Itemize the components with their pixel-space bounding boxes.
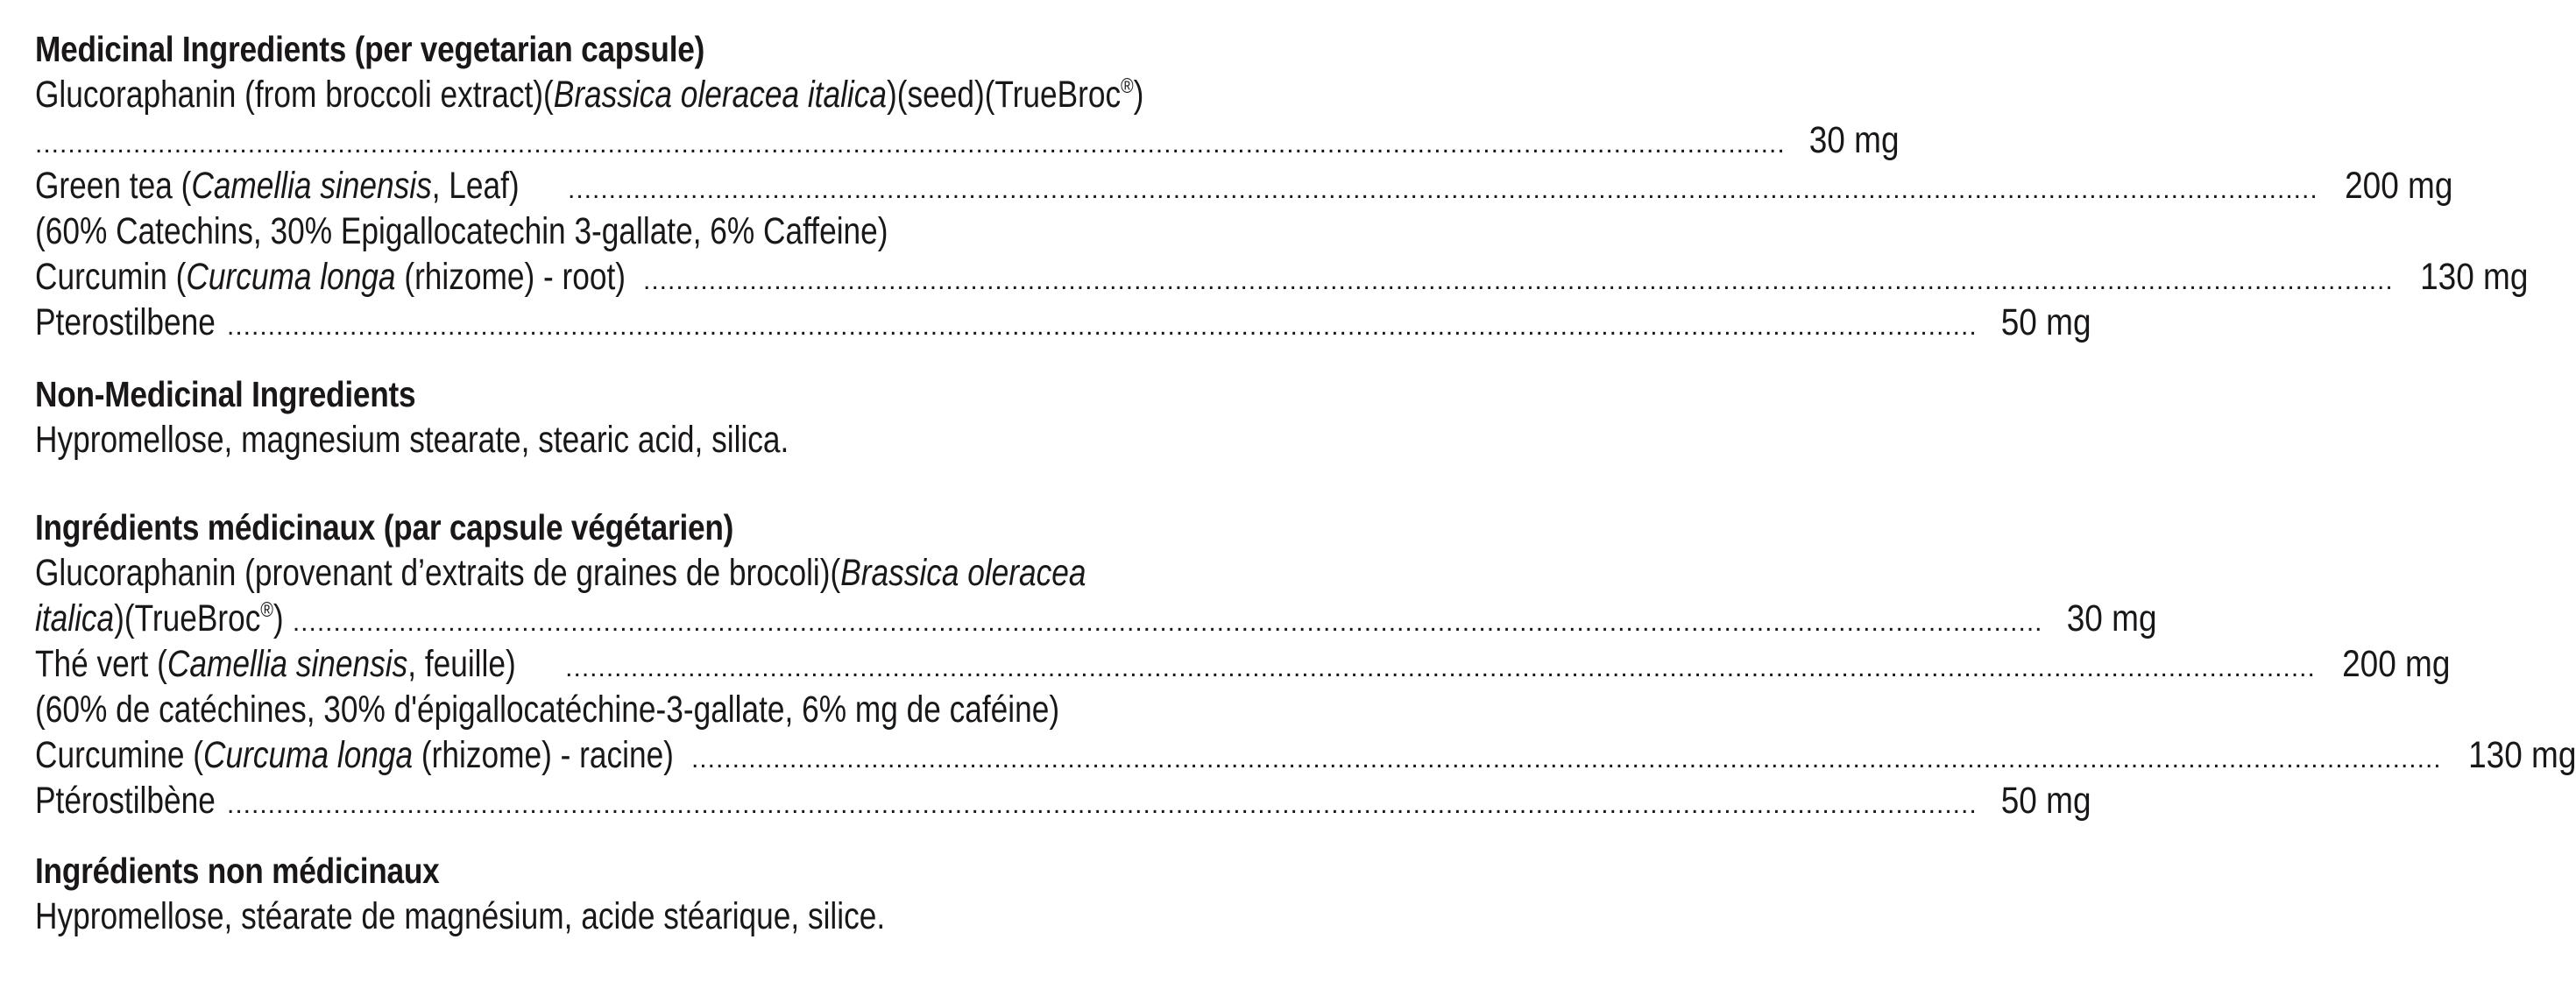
dot-leader: ...................................................................................................................................................................................................................... bbox=[643, 266, 2394, 295]
french-glucoraphanin-close: ) bbox=[272, 597, 284, 639]
english-glucoraphanin-close: ) bbox=[1133, 74, 1144, 116]
french-medicinal-section bbox=[35, 505, 2576, 823]
registered-mark: ® bbox=[260, 598, 273, 622]
french-green-tea-detail: (60% de catéchines, 30% d'épigallocatéchine-3-gallate, 6% mg de caféine) bbox=[35, 689, 1060, 731]
english-green-tea-detail: (60% Catechins, 30% Epigallocatechin 3-gallate, 6% Caffeine) bbox=[35, 210, 888, 252]
french-medicinal-heading: Ingrédients médicinaux (par capsule végétarien) bbox=[35, 507, 734, 547]
french-curcumin-suffix: (rhizome) - racine) bbox=[413, 734, 674, 776]
french-green-tea-amount: 200 mg bbox=[2341, 643, 2451, 685]
french-curcumin-prefix: Curcumine ( bbox=[35, 734, 204, 776]
french-glucoraphanin-latin-cont: italica bbox=[35, 597, 115, 639]
english-curcumin-amount: 130 mg bbox=[2419, 256, 2529, 298]
english-green-tea-row bbox=[35, 163, 2453, 208]
english-non-medicinal-section bbox=[35, 371, 1384, 463]
french-glucoraphanin-suffix: )(TrueBroc bbox=[114, 597, 261, 639]
registered-mark: ® bbox=[1121, 74, 1134, 98]
dot-leader: ...................................................................................................................................................................................................................... bbox=[690, 745, 2442, 774]
dot-leader: ...................................................................................................................................................................................................................... bbox=[567, 175, 2318, 204]
french-non-medicinal-text: Hypromellose, stéarate de magnésium, acide stéarique, silice. bbox=[35, 895, 886, 937]
french-curcumin-amount: 130 mg bbox=[2467, 734, 2576, 776]
french-glucoraphanin-line bbox=[35, 550, 1384, 596]
english-pterostilbene-label: Pterostilbene bbox=[35, 301, 216, 343]
english-glucoraphanin-amount: 30 mg bbox=[1808, 119, 1900, 161]
english-non-medicinal-text: Hypromellose, magnesium stearate, stearic acid, silica. bbox=[35, 419, 789, 461]
english-green-tea-suffix: , Leaf) bbox=[431, 165, 520, 207]
french-glucoraphanin-prefix: Glucoraphanin (provenant d’extraits de graines de brocoli)( bbox=[35, 552, 841, 594]
english-curcumin-latin: Curcuma longa bbox=[186, 256, 396, 298]
english-glucoraphanin-suffix: )(seed)(TrueBroc bbox=[887, 74, 1122, 116]
english-green-tea-detail-line bbox=[35, 208, 1384, 254]
french-glucoraphanin-latin: Brassica oleracea bbox=[840, 552, 1086, 594]
french-curcumin-row bbox=[35, 732, 2576, 778]
french-pterostilbene-row bbox=[35, 778, 2091, 823]
english-glucoraphanin-latin: Brassica oleracea italica bbox=[553, 74, 888, 116]
french-green-tea-latin: Camellia sinensis bbox=[166, 643, 408, 685]
dot-leader: ...................................................................................................................................................................................................................... bbox=[292, 608, 2043, 637]
french-curcumin-latin: Curcuma longa bbox=[203, 734, 414, 776]
english-glucoraphanin-amount-row bbox=[35, 117, 1900, 163]
french-glucoraphanin-amount-row bbox=[35, 596, 2157, 641]
french-glucoraphanin-amount: 30 mg bbox=[2066, 597, 2157, 639]
french-non-medicinal-heading: Ingrédients non médicinaux bbox=[35, 851, 440, 891]
english-glucoraphanin-prefix: Glucoraphanin (from broccoli extract)( bbox=[35, 74, 554, 116]
french-green-tea-row bbox=[35, 641, 2451, 687]
dot-leader: ...................................................................................................................................................................................................................... bbox=[227, 790, 1978, 819]
french-green-tea-detail-line bbox=[35, 687, 1384, 732]
english-glucoraphanin-line bbox=[35, 72, 1384, 117]
dot-leader: ...................................................................................................................................................................................................................... bbox=[227, 312, 1978, 341]
english-non-medicinal-heading: Non-Medicinal Ingredients bbox=[35, 374, 416, 414]
english-curcumin-row bbox=[35, 254, 2529, 300]
french-pterostilbene-amount: 50 mg bbox=[2000, 780, 2091, 822]
french-green-tea-suffix: , feuille) bbox=[407, 643, 516, 685]
english-curcumin-prefix: Curcumin ( bbox=[35, 256, 187, 298]
english-pterostilbene-row bbox=[35, 300, 2091, 345]
dot-leader: ...................................................................................................................................................................................................................... bbox=[35, 130, 1786, 159]
english-medicinal-heading: Medicinal Ingredients (per vegetarian capsule) bbox=[35, 29, 705, 69]
english-pterostilbene-amount: 50 mg bbox=[2000, 301, 2091, 343]
french-non-medicinal-section bbox=[35, 848, 1384, 939]
english-medicinal-section bbox=[35, 26, 2529, 345]
english-green-tea-prefix: Green tea ( bbox=[35, 165, 192, 207]
french-green-tea-prefix: Thé vert ( bbox=[35, 643, 167, 685]
english-green-tea-latin: Camellia sinensis bbox=[191, 165, 432, 207]
english-curcumin-suffix: (rhizome) - root) bbox=[395, 256, 626, 298]
dot-leader: ...................................................................................................................................................................................................................... bbox=[565, 653, 2316, 682]
english-green-tea-amount: 200 mg bbox=[2344, 165, 2453, 207]
french-pterostilbene-label: Ptérostilbène bbox=[35, 780, 216, 822]
ingredients-label bbox=[35, 26, 2576, 939]
